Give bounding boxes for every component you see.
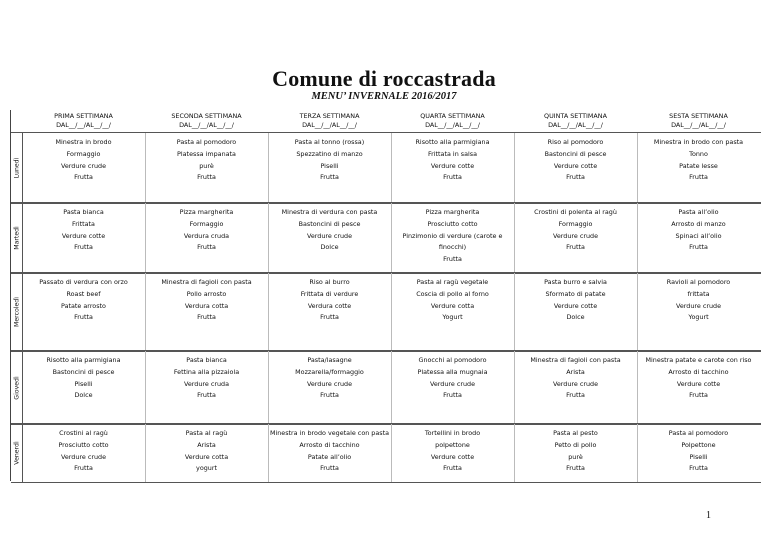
menu-item: Tonno (689, 149, 708, 158)
menu-table (10, 110, 761, 481)
menu-cell (391, 424, 514, 482)
menu-item: Formaggio (558, 219, 593, 228)
day-name: Lunedì (13, 157, 20, 179)
menu-item: Frittata in salsa (427, 149, 478, 158)
menu-item: Pasta all’olio (678, 208, 719, 216)
menu-item: Pizza margherita (179, 208, 234, 216)
menu-item: Passato di verdura con orzo (39, 278, 128, 286)
menu-item: Frutta (320, 464, 339, 473)
column-divider (637, 203, 638, 273)
menu-item: Frutta (197, 243, 216, 252)
column-divider (145, 424, 146, 482)
column-divider (268, 203, 269, 273)
menu-item: Prosciutto cotto (58, 440, 109, 449)
day-name: Mercoledì (13, 297, 20, 327)
page-number: 1 (706, 510, 711, 521)
menu-item: Pasta bianca (63, 208, 104, 216)
menu-item: Verdure crude (306, 231, 353, 240)
menu-item: Frutta (320, 391, 339, 400)
week-header (514, 110, 637, 132)
menu-item: Verdure crude (60, 161, 107, 170)
menu-item: Verdure cotte (430, 161, 475, 170)
column-divider (391, 273, 392, 351)
menu-cell (145, 133, 268, 203)
day-row (11, 350, 761, 425)
menu-cell (268, 203, 391, 273)
menu-cell (391, 351, 514, 424)
week-dates: DAL__/__/AL__/__/ (56, 120, 111, 129)
menu-item: Pasta al pomodoro (176, 138, 237, 146)
menu-item: Verdure crude (552, 379, 599, 388)
column-divider (514, 203, 515, 273)
menu-item: Verdura cotte (307, 301, 352, 310)
week-dates: DAL__/__/AL__/__/ (671, 120, 726, 129)
menu-cell (268, 424, 391, 482)
menu-item: Frutta (689, 243, 708, 252)
menu-cell (514, 424, 637, 482)
week-name: PRIMA SETTIMANA (54, 112, 113, 120)
menu-item: Minestra patate e carote con riso (645, 356, 752, 364)
menu-cell (268, 273, 391, 351)
menu-item: Frutta (566, 173, 585, 182)
menu-item: Frittata di verdure (300, 289, 359, 298)
menu-item: Frutta (689, 464, 708, 473)
menu-item: Minestra in brodo con pasta (653, 138, 744, 146)
menu-item: Tortellini in brodo (424, 429, 481, 437)
menu-item: Ravioli al pomodoro (666, 278, 731, 286)
column-divider (637, 424, 638, 482)
menu-item: Patate all’olio (307, 452, 352, 461)
menu-item: Risotto alla parmigiana (46, 356, 121, 364)
menu-item: Formaggio (66, 149, 101, 158)
menu-item: Coscia di pollo al forno (416, 289, 489, 298)
column-divider (637, 133, 638, 203)
menu-item: Frutta (443, 464, 462, 473)
menu-cell (391, 273, 514, 351)
menu-item: Minestra in brodo vegetale con pasta (269, 429, 390, 437)
column-divider (514, 273, 515, 351)
menu-item: Verdure cotte (553, 161, 598, 170)
menu-cell (637, 273, 760, 351)
column-divider (514, 351, 515, 424)
menu-cell (391, 203, 514, 273)
menu-item: Frutta (197, 391, 216, 400)
day-name: Martedì (13, 226, 20, 250)
menu-item: Frutta (74, 243, 93, 252)
column-divider (391, 133, 392, 203)
menu-item: Verdure cotte (430, 452, 475, 461)
menu-item: Frutta (443, 391, 462, 400)
menu-item: Bastoncini di pesce (544, 149, 607, 158)
column-divider (145, 273, 146, 351)
week-name: TERZA SETTIMANA (299, 112, 360, 120)
menu-item: Verdure crude (60, 452, 107, 461)
column-divider (268, 133, 269, 203)
menu-item: Gnocchi al pomodoro (418, 356, 487, 364)
menu-cell (145, 424, 268, 482)
menu-item: Pasta al pomodoro (668, 429, 729, 437)
menu-cell (268, 351, 391, 424)
menu-item: yogurt (196, 464, 217, 473)
menu-item: Frutta (320, 313, 339, 322)
menu-item: Pasta al pesto (553, 429, 598, 437)
menu-item: Verdure cotte (61, 231, 106, 240)
menu-item: Dolce (566, 313, 585, 322)
menu-item: Frutta (197, 173, 216, 182)
day-row (11, 132, 761, 204)
menu-item: Dolce (320, 243, 339, 252)
menu-cell (145, 273, 268, 351)
menu-item: Frutta (689, 173, 708, 182)
menu-item: Minestra di verdura con pasta (281, 208, 378, 216)
menu-cell (145, 203, 268, 273)
column-divider (514, 424, 515, 482)
menu-item: finocchi) (438, 243, 467, 252)
menu-cell (22, 273, 145, 351)
menu-item: Frutta (74, 464, 93, 473)
menu-item: Bastoncini di pesce (298, 219, 361, 228)
menu-item: Prosciutto cotto (427, 219, 478, 228)
menu-item: Verdure cotta (184, 452, 229, 461)
menu-item: Frutta (197, 313, 216, 322)
menu-item: Arrosto di tacchino (668, 367, 729, 376)
week-dates: DAL__/__/AL__/__/ (179, 120, 234, 129)
menu-item: Crostini di polenta al ragù (534, 208, 617, 216)
menu-cell (514, 133, 637, 203)
menu-item: Platessa alla mugnaia (417, 367, 488, 376)
column-divider (637, 351, 638, 424)
menu-item: Frutta (74, 313, 93, 322)
menu-item: Crostini al ragù (59, 429, 108, 437)
menu-item: frittata (687, 289, 710, 298)
menu-item: Polpettone (681, 440, 716, 449)
menu-cell (22, 351, 145, 424)
menu-item: polpettone (435, 440, 470, 449)
menu-item: Frutta (689, 391, 708, 400)
menu-item: Verdura cotta (184, 301, 229, 310)
menu-item: Minestra di fagioli con pasta (161, 278, 252, 286)
week-name: QUARTA SETTIMANA (420, 112, 485, 120)
column-divider (637, 273, 638, 351)
column-divider (391, 424, 392, 482)
menu-cell (514, 203, 637, 273)
menu-item: Platessa impanata (177, 149, 236, 158)
menu-item: Pasta al tonno (rossa) (294, 138, 365, 146)
menu-item: Pizza margherita (425, 208, 480, 216)
menu-cell (637, 351, 760, 424)
menu-item: Pasta al ragù vegetale (416, 278, 489, 286)
day-row (11, 423, 761, 483)
menu-item: Verdure cotta (430, 301, 475, 310)
menu-item: Dolce (74, 391, 93, 400)
menu-item: Pasta burro e salvia (544, 278, 607, 286)
menu-item: Piselli (689, 452, 708, 461)
menu-item: Patate lesse (679, 161, 718, 170)
menu-item: Riso al burro (309, 278, 350, 286)
menu-item: Fettina alla pizzaiola (173, 367, 240, 376)
menu-item: Arrosto di manzo (671, 219, 726, 228)
week-dates: DAL__/__/AL__/__/ (548, 120, 603, 129)
menu-cell (637, 424, 760, 482)
week-dates: DAL__/__/AL__/__/ (302, 120, 357, 129)
menu-cell (514, 351, 637, 424)
menu-cell (637, 133, 760, 203)
day-name: Venerdì (13, 441, 20, 465)
menu-item: purè (199, 161, 214, 170)
week-header (22, 110, 145, 132)
menu-item: Verdure cotte (676, 379, 721, 388)
column-divider (268, 351, 269, 424)
menu-item: Bastoncini di pesce (52, 367, 115, 376)
menu-item: purè (568, 452, 583, 461)
menu-cell (22, 133, 145, 203)
menu-item: Frutta (443, 173, 462, 182)
menu-item: Frutta (320, 173, 339, 182)
menu-item: Verdure cotte (553, 301, 598, 310)
menu-item: Verdure cruda (183, 379, 230, 388)
column-divider (145, 133, 146, 203)
menu-item: Pollo arrosto (186, 289, 227, 298)
menu-item: Verdure crude (552, 231, 599, 240)
menu-item: Riso al pomodoro (547, 138, 604, 146)
column-divider (145, 203, 146, 273)
week-header (145, 110, 268, 132)
day-row (11, 202, 761, 274)
menu-item: Frutta (566, 243, 585, 252)
menu-item: Spezzatino di manzo (296, 149, 363, 158)
menu-cell (637, 203, 760, 273)
week-name: SESTA SETTIMANA (669, 112, 728, 120)
page-subtitle: MENU’ INVERNALE 2016/2017 (311, 91, 457, 102)
menu-item: Risotto alla parmigiana (415, 138, 490, 146)
column-divider (145, 351, 146, 424)
menu-item: Verdure crude (429, 379, 476, 388)
menu-item: Arista (197, 440, 216, 449)
menu-cell (268, 133, 391, 203)
menu-cell (22, 424, 145, 482)
column-divider (268, 273, 269, 351)
column-divider (268, 424, 269, 482)
menu-item: Verdure crude (306, 379, 353, 388)
week-header-row (11, 110, 761, 133)
menu-item: Minestra in brodo (55, 138, 112, 146)
column-divider (514, 133, 515, 203)
menu-item: Frutta (566, 391, 585, 400)
menu-item: Formaggio (189, 219, 224, 228)
week-header (268, 110, 391, 132)
menu-cell (391, 133, 514, 203)
menu-cell (22, 203, 145, 273)
column-divider (391, 351, 392, 424)
menu-item: Pasta/lasagne (307, 356, 352, 364)
menu-item: Pinzimonio di verdure (carote e (402, 231, 503, 240)
menu-item: Verdure crude (675, 301, 722, 310)
menu-item: Piselli (74, 379, 93, 388)
menu-item: Pasta bianca (186, 356, 227, 364)
page-title: Comune di roccastrada (272, 66, 496, 91)
menu-item: Patate arrosto (61, 301, 106, 310)
menu-item: Minestra di fagioli con pasta (530, 356, 621, 364)
menu-item: Piselli (320, 161, 339, 170)
menu-item: Arista (566, 367, 585, 376)
day-row (11, 272, 761, 352)
menu-item: Yogurt (442, 313, 463, 322)
menu-item: Frutta (74, 173, 93, 182)
menu-item: Pasta al ragù (185, 429, 228, 437)
menu-item: Frutta (566, 464, 585, 473)
menu-item: Verdura cruda (183, 231, 230, 240)
menu-cell (145, 351, 268, 424)
menu-item: Arrosto di tacchino (299, 440, 360, 449)
menu-item: Sformato di patate (545, 289, 606, 298)
week-dates: DAL__/__/AL__/__/ (425, 120, 480, 129)
week-header (391, 110, 514, 132)
menu-item: Petto di pollo (554, 440, 597, 449)
menu-item: Yogurt (688, 313, 709, 322)
menu-item: Spinaci all’olio (675, 231, 722, 240)
menu-item: Roast beef (66, 289, 101, 298)
week-header (637, 110, 760, 132)
menu-cell (514, 273, 637, 351)
menu-item: Frutta (443, 255, 462, 264)
column-divider (391, 203, 392, 273)
day-name: Giovedì (13, 375, 20, 400)
week-name: QUINTA SETTIMANA (544, 112, 607, 120)
week-name: SECONDA SETTIMANA (171, 112, 242, 120)
menu-item: Frittata (72, 219, 95, 228)
menu-item: Mozzarella/formaggio (295, 367, 364, 376)
